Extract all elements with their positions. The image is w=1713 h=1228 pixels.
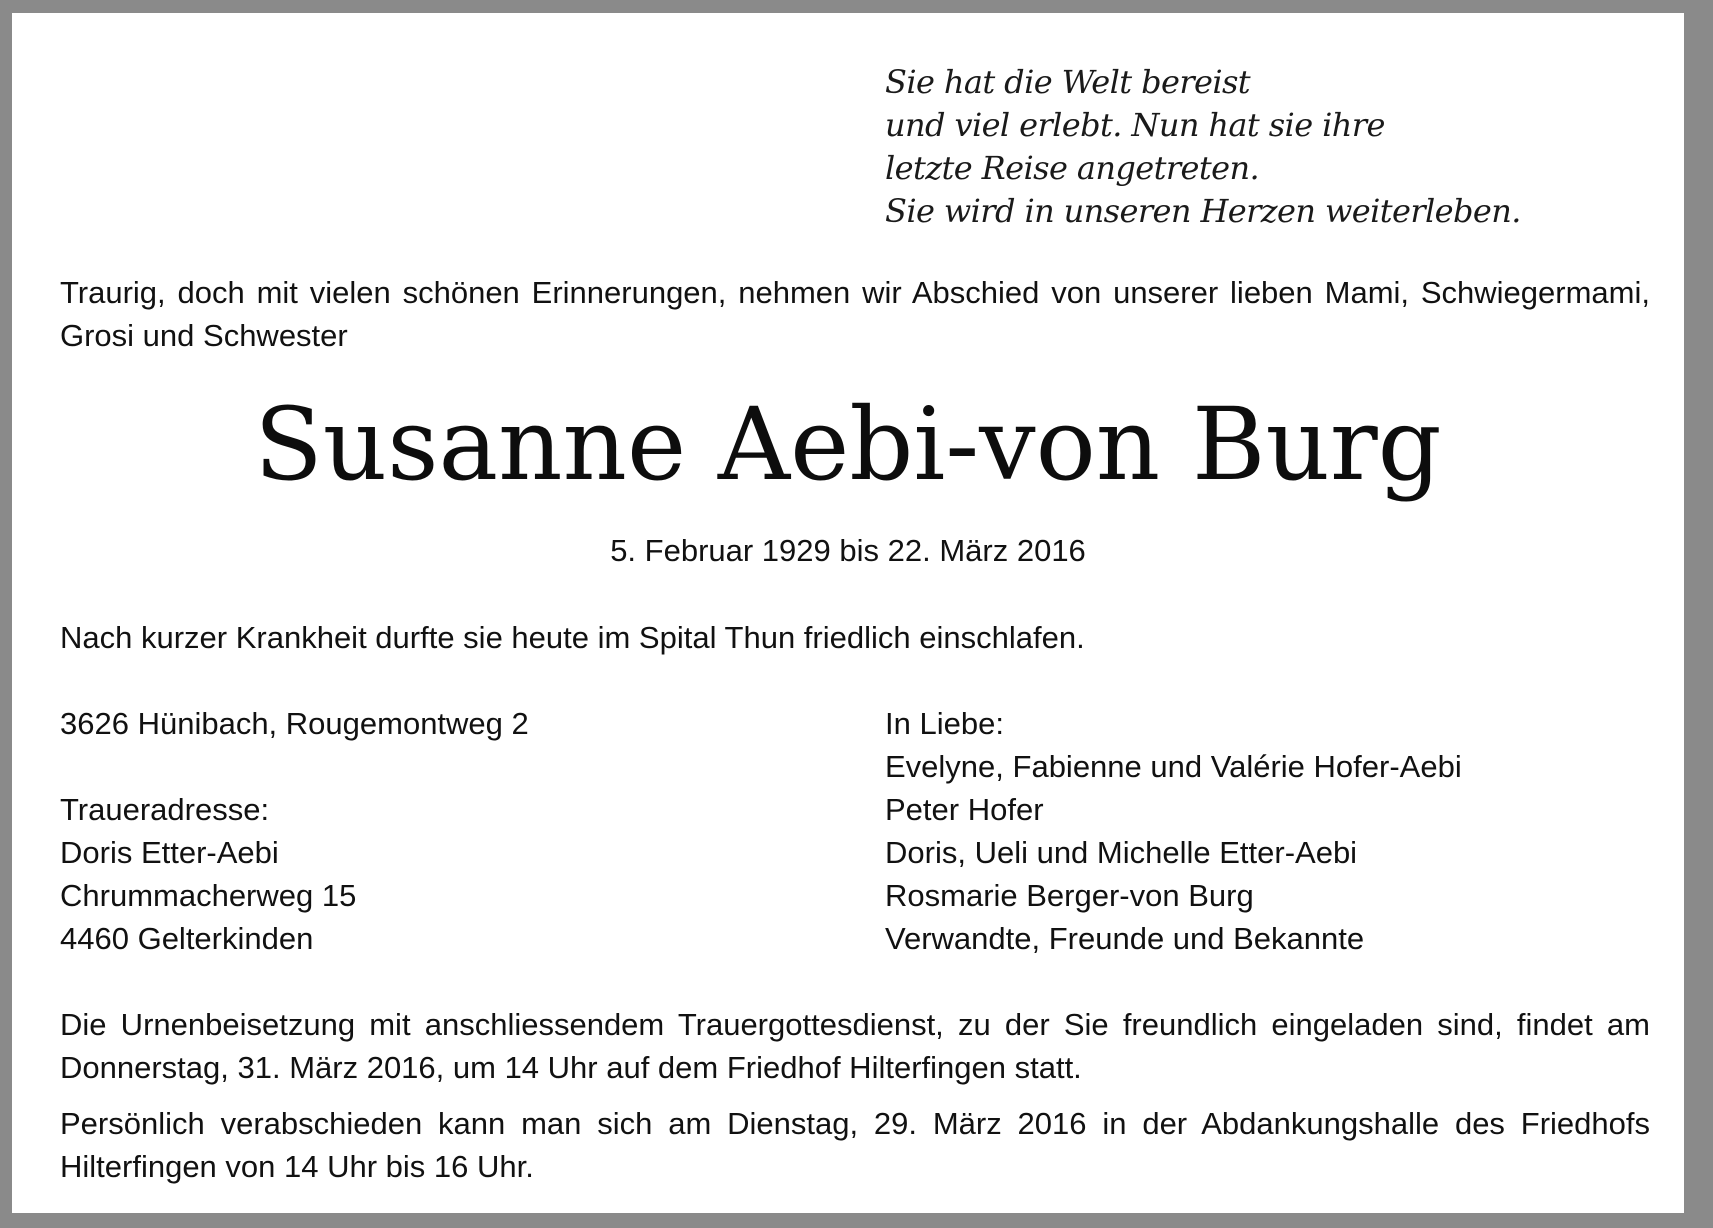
life-dates: 5. Februar 1929 bis 22. März 2016 bbox=[610, 533, 1086, 568]
poem bbox=[885, 61, 1521, 233]
mourner-name: Rosmarie Berger-von Burg bbox=[885, 878, 1254, 913]
passing-notice: Nach kurzer Krankheit durfte sie heute im Spital Thun friedlich einschlafen. bbox=[60, 620, 1085, 655]
mourner-name: Peter Hofer bbox=[885, 792, 1044, 827]
mourners-column bbox=[885, 702, 1462, 960]
spacer bbox=[60, 745, 529, 788]
home-address: 3626 Hünibach, Rougemontweg 2 bbox=[60, 706, 529, 741]
poem-line: letzte Reise angetreten. bbox=[885, 149, 1260, 187]
mourner-name: Verwandte, Freunde und Bekannte bbox=[885, 921, 1365, 956]
mourning-address-name: Doris Etter-Aebi bbox=[60, 835, 279, 870]
poem-line: Sie hat die Welt bereist bbox=[885, 63, 1251, 101]
mourner-name: Doris, Ueli und Michelle Etter-Aebi bbox=[885, 835, 1358, 870]
deceased-name: Susanne Aebi-von Burg bbox=[254, 386, 1442, 503]
mourning-address-city: 4460 Gelterkinden bbox=[60, 921, 314, 956]
mourning-address-label: Traueradresse: bbox=[60, 792, 270, 827]
address-column bbox=[60, 702, 529, 960]
mourner-name: Evelyne, Fabienne und Valérie Hofer-Aebi bbox=[885, 749, 1462, 784]
in-love-label: In Liebe: bbox=[885, 706, 1004, 741]
poem-line: und viel erlebt. Nun hat sie ihre bbox=[885, 106, 1385, 144]
poem-line: Sie wird in unseren Herzen weiterleben. bbox=[885, 192, 1521, 230]
ceremony-text: Die Urnenbeisetzung mit anschliessendem Trauergottesdienst, zu der Sie freundlich eingeladen sind, findet am Donnerstag, 31. März 2016, um 14 Uhr auf dem Friedhof Hilterfingen statt. bbox=[60, 1007, 1650, 1085]
obituary-notice bbox=[12, 13, 1684, 1213]
intro-text: Traurig, doch mit vielen schönen Erinnerungen, nehmen wir Abschied von unserer lieben Mami, Schwiegermami, Grosi und Schwester bbox=[60, 275, 1650, 353]
farewell-text: Persönlich verabschieden kann man sich am Dienstag, 29. März 2016 in der Abdankungshalle des Friedhofs Hilterfingen von 14 Uhr bis 16 Uhr. bbox=[60, 1106, 1650, 1184]
mourning-address-street: Chrummacherweg 15 bbox=[60, 878, 357, 913]
